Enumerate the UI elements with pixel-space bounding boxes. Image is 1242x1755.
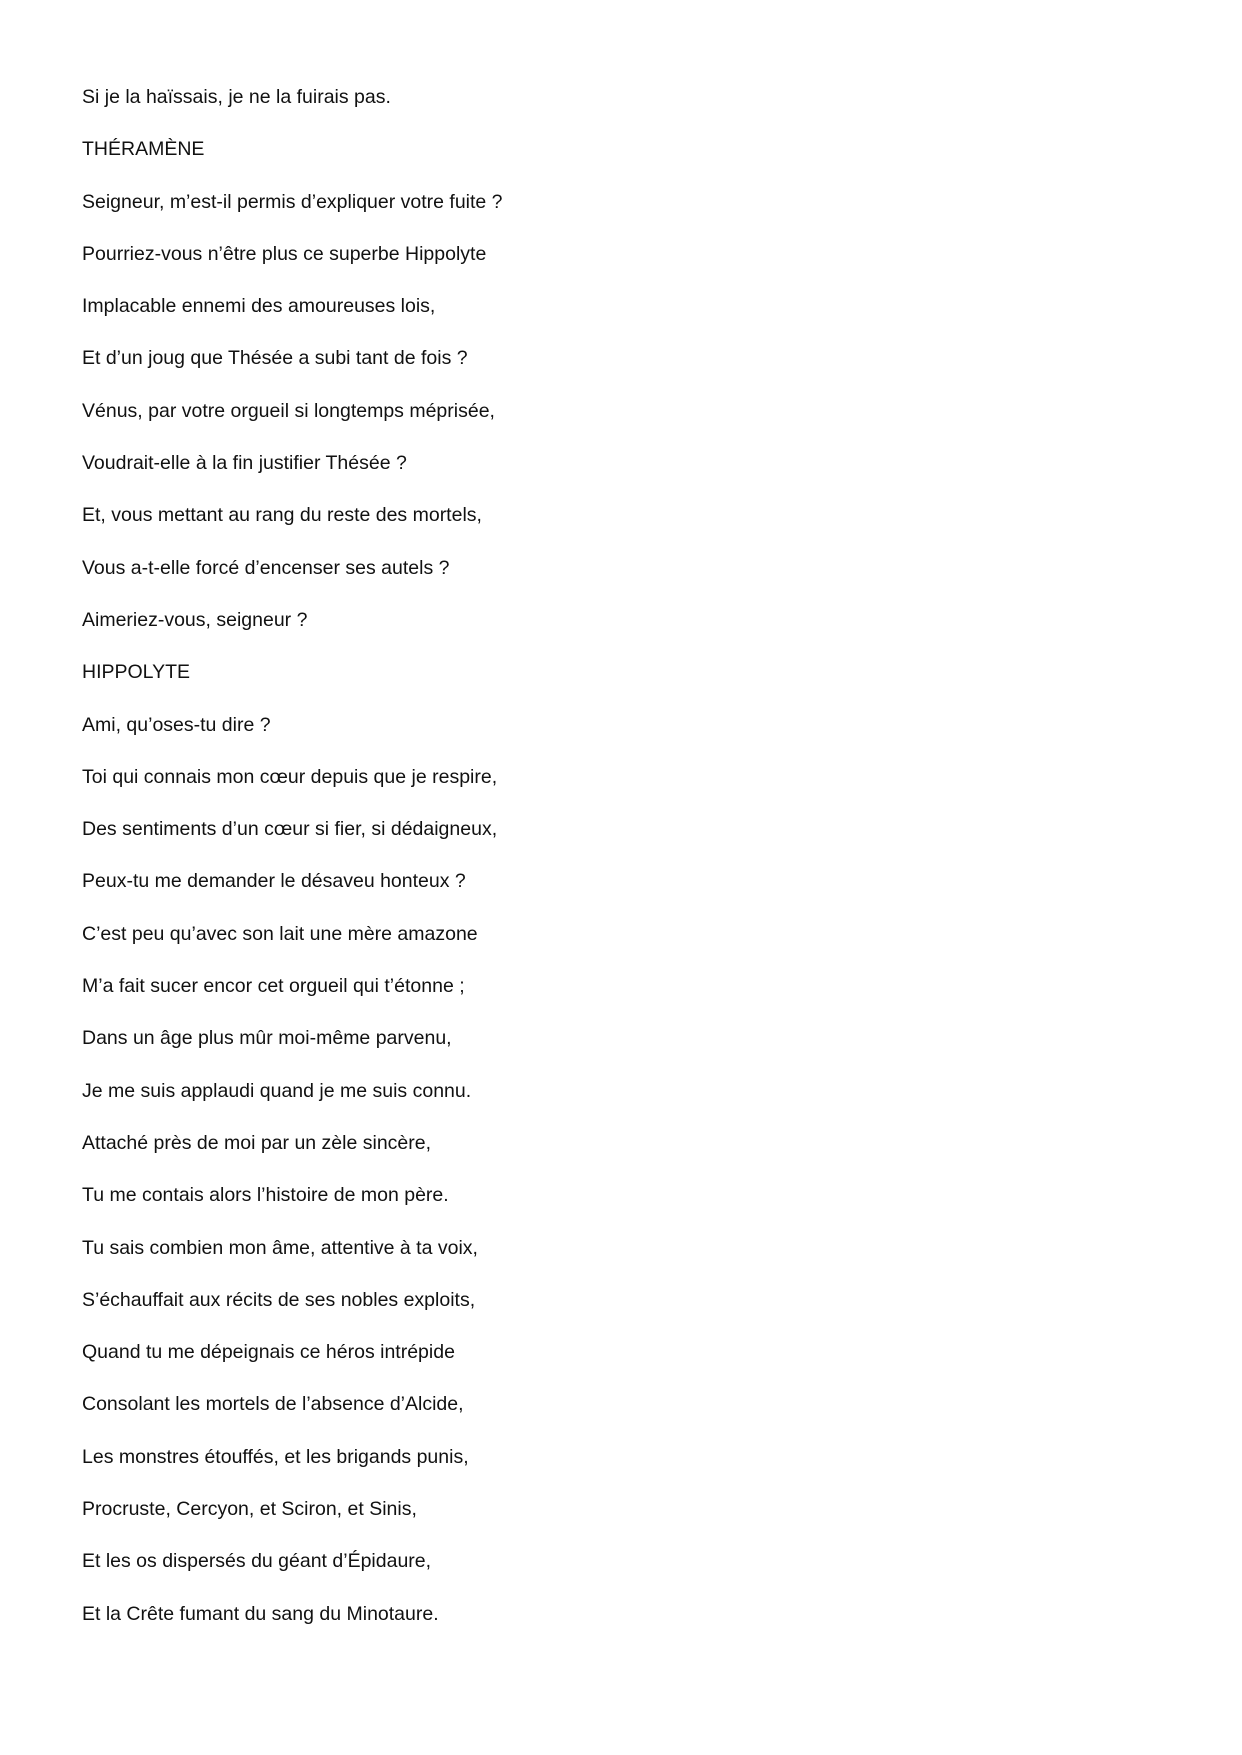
- text-line: Aimeriez-vous, seigneur ?: [82, 608, 308, 631]
- text-line: Et la Crête fumant du sang du Minotaure.: [82, 1602, 439, 1625]
- text-line: M’a fait sucer encor cet orgueil qui t’étonne ;: [82, 975, 465, 998]
- text-line: Peux-tu me demander le désaveu honteux ?: [82, 870, 466, 893]
- text-line: Et d’un joug que Thésée a subi tant de fois ?: [82, 347, 468, 370]
- speaker-name: THÉRAMÈNE: [82, 138, 205, 161]
- verse-text: [82, 78, 1082, 1647]
- text-line: Des sentiments d’un cœur si fier, si dédaigneux,: [82, 818, 498, 841]
- text-line: Seigneur, m’est-il permis d’expliquer votre fuite ?: [82, 190, 503, 213]
- text-line: Si je la haïssais, je ne la fuirais pas.: [82, 86, 391, 108]
- text-line: Quand tu me dépeignais ce héros intrépide: [82, 1341, 455, 1364]
- text-line: Procruste, Cercyon, et Sciron, et Sinis,: [82, 1498, 417, 1521]
- text-line: Les monstres étouffés, et les brigands punis,: [82, 1445, 469, 1468]
- text-line: Vénus, par votre orgueil si longtemps méprisée,: [82, 399, 495, 422]
- text-line: S’échauffait aux récits de ses nobles exploits,: [82, 1288, 476, 1311]
- text-line: Toi qui connais mon cœur depuis que je respire,: [82, 765, 498, 788]
- text-line: Je me suis applaudi quand je me suis connu.: [82, 1079, 472, 1102]
- text-line: Dans un âge plus mûr moi-même parvenu,: [82, 1027, 452, 1050]
- text-line: C’est peu qu’avec son lait une mère amazone: [82, 922, 478, 945]
- text-line: Vous a-t-elle forcé d’encenser ses autels ?: [82, 556, 450, 579]
- text-line: Pourriez-vous n’être plus ce superbe Hippolyte: [82, 242, 487, 265]
- speaker-name: HIPPOLYTE: [82, 661, 191, 684]
- text-line: Tu me contais alors l’histoire de mon père.: [82, 1184, 449, 1207]
- text-line: Et, vous mettant au rang du reste des mortels,: [82, 504, 482, 527]
- text-line: Voudrait-elle à la fin justifier Thésée ?: [82, 452, 407, 475]
- text-line: Implacable ennemi des amoureuses lois,: [82, 295, 436, 318]
- text-line: Et les os dispersés du géant d’Épidaure,: [82, 1550, 432, 1573]
- text-line: Tu sais combien mon âme, attentive à ta voix,: [82, 1236, 478, 1259]
- text-line: Attaché près de moi par un zèle sincère,: [82, 1131, 432, 1154]
- text-line: Ami, qu’oses-tu dire ?: [82, 713, 271, 736]
- text-line: Consolant les mortels de l’absence d’Alcide,: [82, 1393, 464, 1416]
